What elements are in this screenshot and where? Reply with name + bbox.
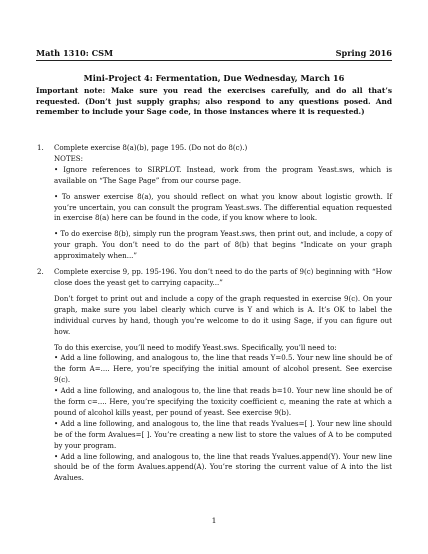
instruction-bullet: • Add a line following, and analogous to, the line that reads Yvalues=[ ]. Your new line should be of the form Avalues=[ ]. You’re creating a new list to store the values of A to be computed by your program. [54, 418, 392, 450]
note-bullet: • To do exercise 8(b), simply run the program Yeast.sws, then print out, and include, a copy of your graph. You don’t need to do the part of 8(b) that begins “Indicate on your graph approximately when...” [54, 229, 392, 261]
page-header [36, 48, 392, 58]
item-number: 2. [37, 267, 44, 277]
notes-label: NOTES: [54, 153, 83, 163]
important-note: Important note: Make sure you read the exercises carefully, and do all that’s requested. (Don’t just supply graphs; also respond to any questions posed. And remember to include your Sage code, in those instances where it is requested.) [36, 86, 392, 116]
exercise-list [36, 143, 392, 484]
item-paragraph: To do this exercise, you’ll need to modify Yeast.sws. Specifically, you’ll need to: [54, 342, 337, 352]
instruction-bullet: • Add a line following, and analogous to, the line that reads b=10. Your new line should be of the form c=.... Here, you’re specifying the toxicity coefficient c, meaning the rate at which a pound of alcohol kills yeast, per pound of yeast. See exercise 9(b). [54, 386, 392, 417]
list-item [36, 267, 392, 484]
item-intro: Complete exercise 9, pp. 195-196. You don’t need to do the parts of 9(c) beginning with “How close does the yeast get to carrying capacity...” [54, 267, 392, 287]
instruction-bullet: • Add a line following, and analogous to, the line that reads Yvalues.append(Y). Your new line should be of the form Avalues.append(A). You’re storing the current value of A into the list Avalues. [54, 451, 392, 483]
term: Spring 2016 [335, 48, 392, 58]
note-bullet: • To answer exercise 8(a), you should reflect on what you know about logistic growth. If you’re uncertain, you can consult the program Yeast.sws. The differential equation requested in exercise 8(a) here can be found in the code, if you know where to look. [54, 191, 392, 223]
item-intro: Complete exercise 8(a)(b), page 195. (Do not do 8(c).) [54, 143, 248, 152]
note-bullet: • Ignore references to SIRPLOT. Instead, work from the program Yeast.sws, which is available on “The Sage Page” from our course page. [54, 164, 392, 185]
page-title: Mini-Project 4: Fermentation, Due Wednesday, March 16 [83, 73, 345, 83]
instruction-bullet: • Add a line following, and analogous to, the line that reads Y=0.5. Your new line should be of the form A=.... Here, you’re specifying the initial amount of alcohol present. See exercise 9(c). [54, 353, 392, 385]
item-paragraph: Don’t forget to print out and include a copy of the graph requested in exercise 9(c). On your graph, make sure you label clearly which curve is Y and which is A. It’s OK to label the individual curves by hand, though you’re welcome to do it using Sage, if you can figure out how. [54, 293, 392, 336]
item-number: 1. [37, 143, 44, 152]
course-name: Math 1310: CSM [36, 48, 114, 58]
header-rule [36, 60, 392, 61]
list-item [36, 143, 392, 262]
page-number: 1 [211, 516, 217, 525]
